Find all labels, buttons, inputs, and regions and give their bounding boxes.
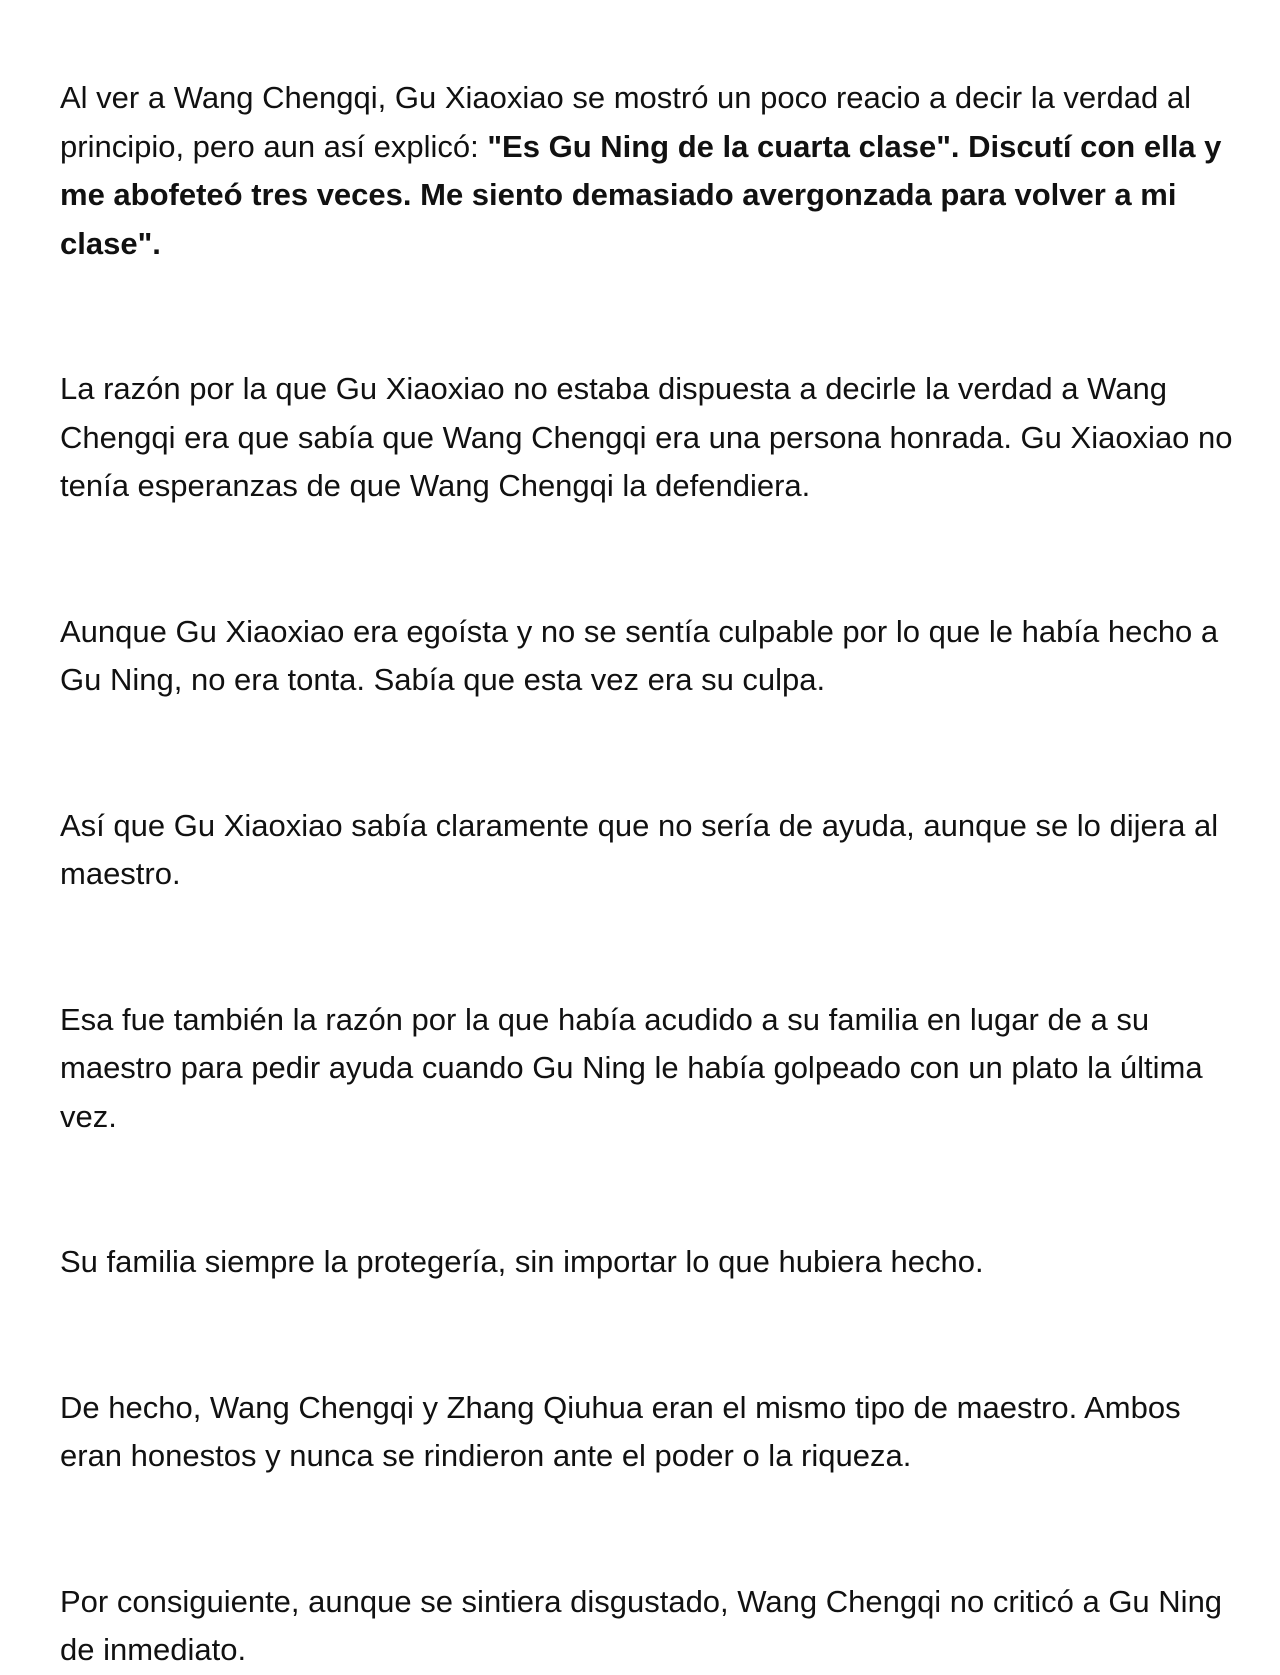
paragraph-4: Así que Gu Xiaoxiao sabía claramente que no sería de ayuda, aunque se lo dijera al maestro. bbox=[60, 807, 1219, 891]
paragraph-6: Su familia siempre la protegería, sin importar lo que hubiera hecho. bbox=[60, 1244, 984, 1279]
paragraph-1 bbox=[60, 74, 1240, 268]
paragraph-8: Por consiguiente, aunque se sintiera disgustado, Wang Chengqi no criticó a Gu Ning de inmediato. bbox=[60, 1583, 1223, 1667]
document-body bbox=[60, 74, 1240, 1675]
paragraph-7: De hecho, Wang Chengqi y Zhang Qiuhua eran el mismo tipo de maestro. Ambos eran honestos y nunca se rindieron ante el poder o la riqueza. bbox=[60, 1389, 1181, 1473]
paragraph-2: La razón por la que Gu Xiaoxiao no estaba dispuesta a decirle la verdad a Wang Chengqi era que sabía que Wang Chengqi era una persona honrada. Gu Xiaoxiao no tenía esperanzas de que Wang Chengqi la defendiera. bbox=[60, 371, 1233, 503]
paragraph-5: Esa fue también la razón por la que había acudido a su familia en lugar de a su maestro para pedir ayuda cuando Gu Ning le había golpeado con un plato la última vez. bbox=[60, 1001, 1203, 1134]
paragraph-1-normal-text: Al ver a Wang Chengqi, Gu Xiaoxiao se mostró un poco reacio a decir la verdad al principio, pero aun así explicó: bbox=[60, 80, 1191, 164]
paragraph-1-bold-text: "Es Gu Ning de la cuarta clase". Discutí con ella y me abofeteó tres veces. Me siento demasiado avergonzada para volver a mi clase". bbox=[60, 128, 1222, 261]
paragraph-3: Aunque Gu Xiaoxiao era egoísta y no se sentía culpable por lo que le había hecho a Gu Ning, no era tonta. Sabía que esta vez era su culpa. bbox=[60, 613, 1219, 697]
